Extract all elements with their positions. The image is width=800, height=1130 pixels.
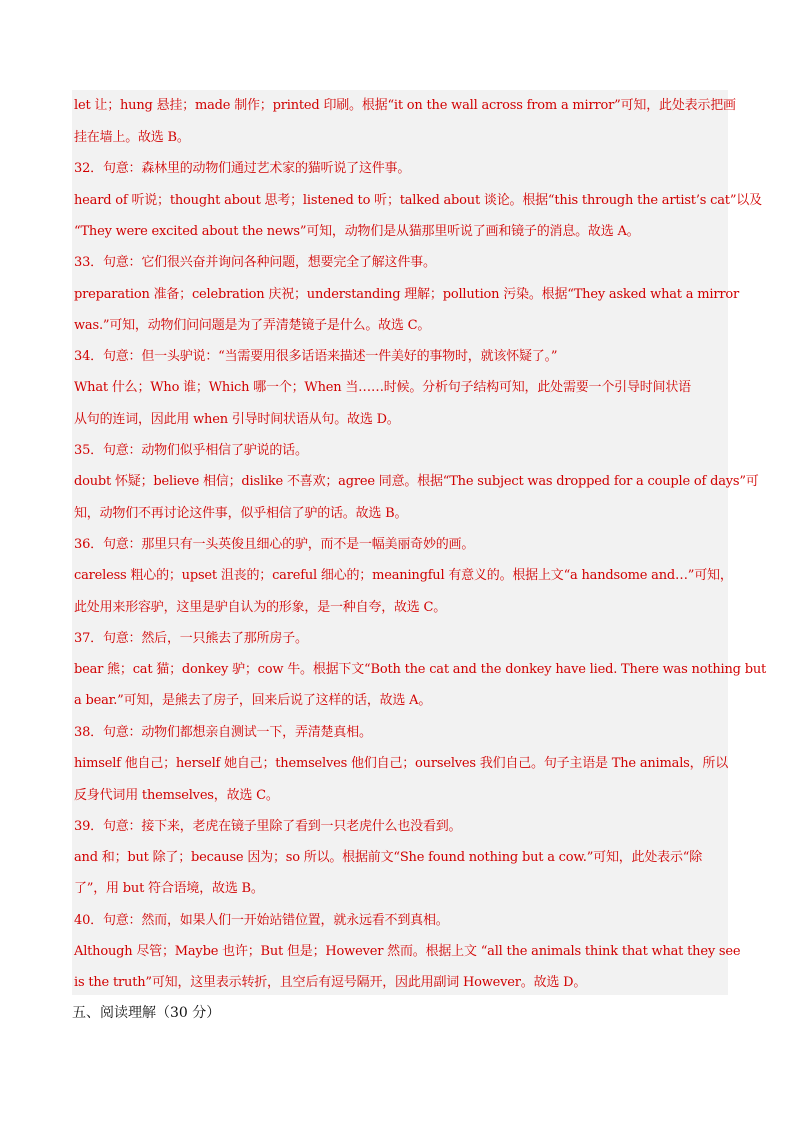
explanation-line: was.”可知，动物们问问题是为了弄清楚镜子是什么。故选 C。 xyxy=(74,318,431,333)
explanation-line: heard of 听说；thought about 思考；listened to 听；talked about 谈论。根据“this through the artist’s cat”以及 xyxy=(74,193,762,208)
explanation-line: himself 他自己；herself 她自己；themselves 他们自己；ourselves 我们自己。句子主语是 The animals，所以 xyxy=(74,756,729,771)
explanation-line: 反身代词用 themselves，故选 C。 xyxy=(74,788,279,803)
section-heading: 五、阅读理解（30 分） xyxy=(72,1005,221,1021)
explanation-line: 从句的连词，因此用 when 引导时间状语从句。故选 D。 xyxy=(74,412,400,427)
explanation-line: Although 尽管；Maybe 也许；But 但是；However 然而。根据上文 “all the animals think that what they see xyxy=(74,944,741,959)
question-35-meaning: 35．句意：动物们似乎相信了驴说的话。 xyxy=(74,443,308,458)
question-33-meaning: 33．句意：它们很兴奋并询问各种问题，想要完全了解这件事。 xyxy=(74,255,436,270)
question-36-meaning: 36．句意：那里只有一头英俊且细心的驴，而不是一幅美丽奇妙的画。 xyxy=(74,537,475,552)
question-39-meaning: 39．句意：接下来，老虎在镜子里除了看到一只老虎什么也没看到。 xyxy=(74,819,462,834)
question-32-meaning: 32．句意：森林里的动物们通过艺术家的猫听说了这件事。 xyxy=(74,161,411,176)
explanation-line: careless 粗心的；upset 沮丧的；careful 细心的；meaningful 有意义的。根据上文“a handsome and…”可知， xyxy=(74,568,733,583)
explanation-line: “They were excited about the news”可知，动物们是从猫那里听说了画和镜子的消息。故选 A。 xyxy=(74,224,640,239)
explanation-line: a bear.”可知，是熊去了房子，回来后说了这样的话，故选 A。 xyxy=(74,693,432,708)
question-38-meaning: 38．句意：动物们都想亲自测试一下，弄清楚真相。 xyxy=(74,725,372,740)
question-37-meaning: 37．句意：然后，一只熊去了那所房子。 xyxy=(74,631,308,646)
explanation-line: doubt 怀疑；believe 相信；dislike 不喜欢；agree 同意。根据“The subject was dropped for a couple of days”可 xyxy=(74,474,759,489)
explanation-line: and 和；but 除了；because 因为；so 所以。根据前文“She found nothing but a cow.”可知，此处表示“除 xyxy=(74,850,702,865)
explanation-line: 了”，用 but 符合语境，故选 B。 xyxy=(74,881,264,896)
explanation-line: preparation 准备；celebration 庆祝；understanding 理解；pollution 污染。根据“They asked what a mirror xyxy=(74,287,740,302)
explanation-line: bear 熊；cat 猫；donkey 驴；cow 牛。根据下文“Both the cat and the donkey have lied. There was nothing but xyxy=(74,662,767,677)
explanation-line: is the truth”可知，这里表示转折，且空后有逗号隔开，因此用副词 However。故选 D。 xyxy=(74,975,587,990)
question-40-meaning: 40．句意：然而，如果人们一开始站错位置，就永远看不到真相。 xyxy=(74,913,449,928)
explanation-line: 知，动物们不再讨论这件事，似乎相信了驴的话。故选 B。 xyxy=(74,506,408,521)
explanation-line: 此处用来形容驴，这里是驴自认为的形象，是一种自夸，故选 C。 xyxy=(74,600,447,615)
explanation-line: let 让；hung 悬挂；made 制作；printed 印刷。根据“it on the wall across from a mirror”可知，此处表示把画 xyxy=(74,98,736,113)
explanation-line: 挂在墙上。故选 B。 xyxy=(74,130,190,145)
explanation-line: What 什么；Who 谁；Which 哪一个；When 当……时候。分析句子结构可知，此处需要一个引导时间状语 xyxy=(74,380,691,395)
question-34-meaning: 34．句意：但一头驴说：“当需要用很多话语来描述一件美好的事物时，就该怀疑了。” xyxy=(74,349,558,364)
